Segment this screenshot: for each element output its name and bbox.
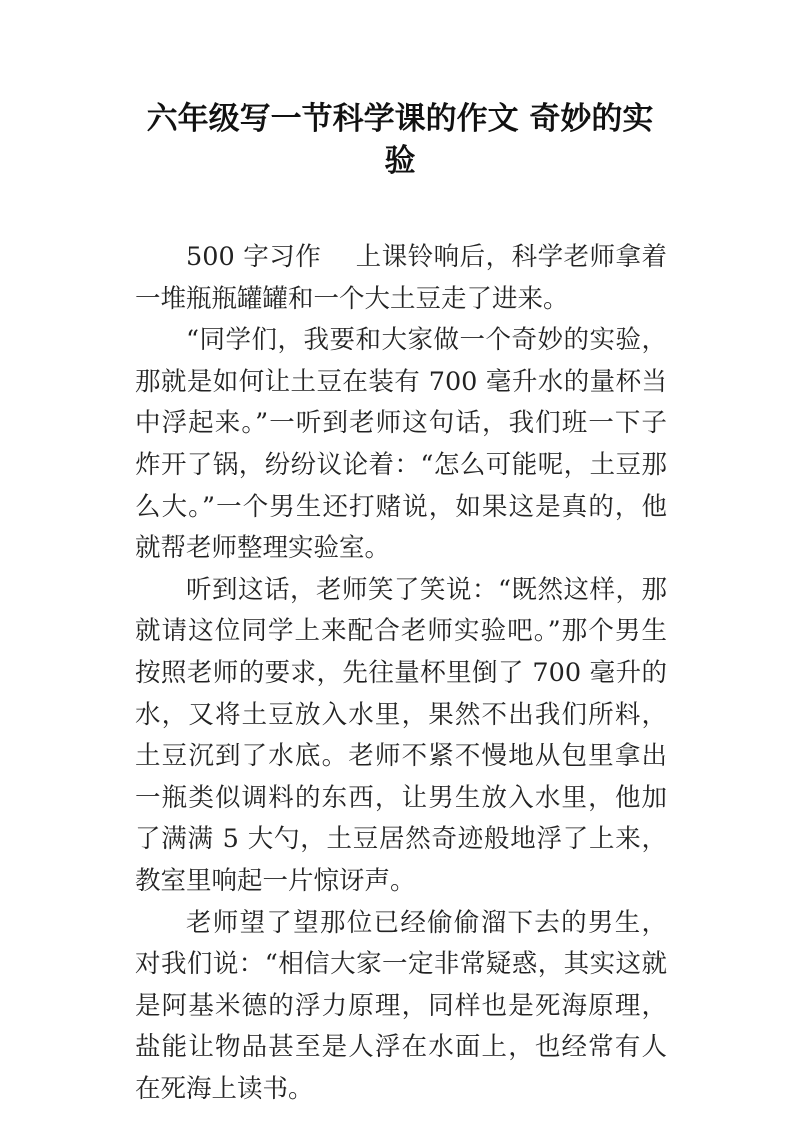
title-line-2: 验 (384, 143, 416, 179)
paragraph-2: “同学们，我要和大家做一个奇妙的实验，那就是如何让土豆在装有 700 毫升水的量杯当中浮起来。”一听到老师这句话，我们班一下子炸开了锅，纷纷议论着：“怎么可能呢，土豆那么大。”一个男生还打赌说，如果这是真的，他就帮老师整理实验室。 (135, 325, 667, 564)
document-title (120, 98, 680, 182)
title-line-1: 六年级写一节科学课的作文 奇妙的实 (146, 101, 654, 137)
document-body (135, 237, 667, 1110)
paragraph-4: 老师望了望那位已经偷偷溜下去的男生，对我们说：“相信大家一定非常疑惑，其实这就是阿基米德的浮力原理，同样也是死海原理，盐能让物品甚至是人浮在水面上，也经常有人在死海上读书。 (135, 907, 667, 1104)
paragraph-1: 500 字习作 上课铃响后，科学老师拿着一堆瓶瓶罐罐和一个大土豆走了进来。 (135, 242, 667, 314)
paragraph-3: 听到这话，老师笑了笑说：“既然这样，那就请这位同学上来配合老师实验吧。”那个男生按照老师的要求，先往量杯里倒了 700 毫升的水，又将土豆放入水里，果然不出我们所料，土豆沉到了水底。老师不紧不慢地从包里拿出一瓶类似调料的东西，让男生放入水里，他加了满满 5 大勺，土豆居然奇迹般地浮了上来，教室里响起一片惊讶声。 (135, 574, 667, 896)
